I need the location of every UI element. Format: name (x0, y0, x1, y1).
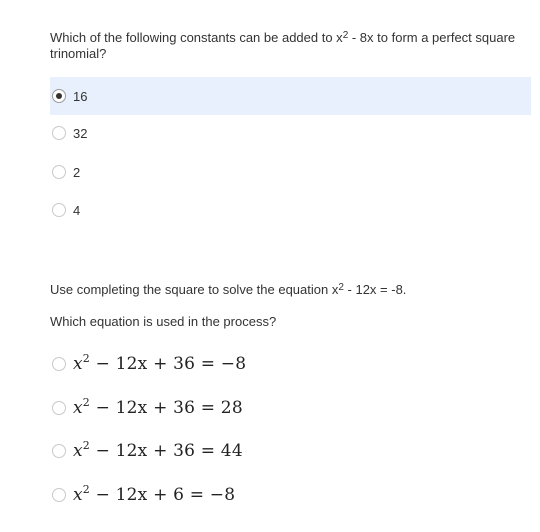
option-label: 4 (73, 202, 81, 218)
equation-rest: − 12x + 36 = 44 (90, 441, 243, 461)
question-2-prompt (50, 282, 520, 298)
radio-icon[interactable] (52, 126, 66, 140)
q1-option-16[interactable] (50, 77, 531, 115)
q1-option-4[interactable] (50, 191, 531, 229)
radio-icon[interactable] (52, 444, 66, 458)
question-1-text: Which of the following constants can be added to x (50, 30, 343, 45)
equation-exponent: 2 (82, 396, 90, 409)
q1-option-2[interactable] (50, 153, 531, 191)
equation-variable: x (73, 398, 83, 418)
equation-exponent: 2 (82, 439, 90, 452)
option-label: 2 (73, 164, 81, 180)
q1-option-32[interactable] (50, 114, 531, 152)
option-label: 32 (73, 125, 88, 141)
radio-icon[interactable] (52, 165, 66, 179)
radio-selected-icon[interactable] (52, 89, 66, 103)
q2-option-3[interactable] (50, 432, 531, 470)
question-2-subprompt: Which equation is used in the process? (50, 314, 277, 329)
question-1-text-end: - 8x to form a perfect square trinomial? (50, 30, 516, 61)
equation-label (73, 441, 243, 461)
equation-rest: − 12x + 6 = −8 (90, 485, 236, 505)
equation-exponent: 2 (82, 352, 90, 365)
q2-option-2[interactable] (50, 389, 531, 427)
equation-rest: − 12x + 36 = 28 (90, 398, 243, 418)
radio-icon[interactable] (52, 203, 66, 217)
equation-variable: x (73, 354, 83, 374)
q2-option-4[interactable] (50, 476, 531, 514)
question-1-exponent: 2 (342, 30, 349, 41)
radio-icon[interactable] (52, 488, 66, 502)
radio-icon[interactable] (52, 401, 66, 415)
equation-variable: x (73, 441, 83, 461)
equation-label (73, 354, 246, 374)
equation-variable: x (73, 485, 83, 505)
equation-rest: − 12x + 36 = −8 (90, 354, 247, 374)
question-1-prompt (50, 30, 520, 62)
equation-label (73, 398, 243, 418)
equation-label (73, 485, 235, 505)
question-2-text: Use completing the square to solve the equation x (50, 282, 339, 297)
question-2-text-end: - 12x = -8. (343, 282, 407, 297)
q2-option-1[interactable] (50, 345, 531, 383)
radio-icon[interactable] (52, 357, 66, 371)
option-label: 16 (73, 88, 88, 104)
question-2-exponent: 2 (338, 282, 344, 293)
equation-exponent: 2 (82, 483, 90, 496)
